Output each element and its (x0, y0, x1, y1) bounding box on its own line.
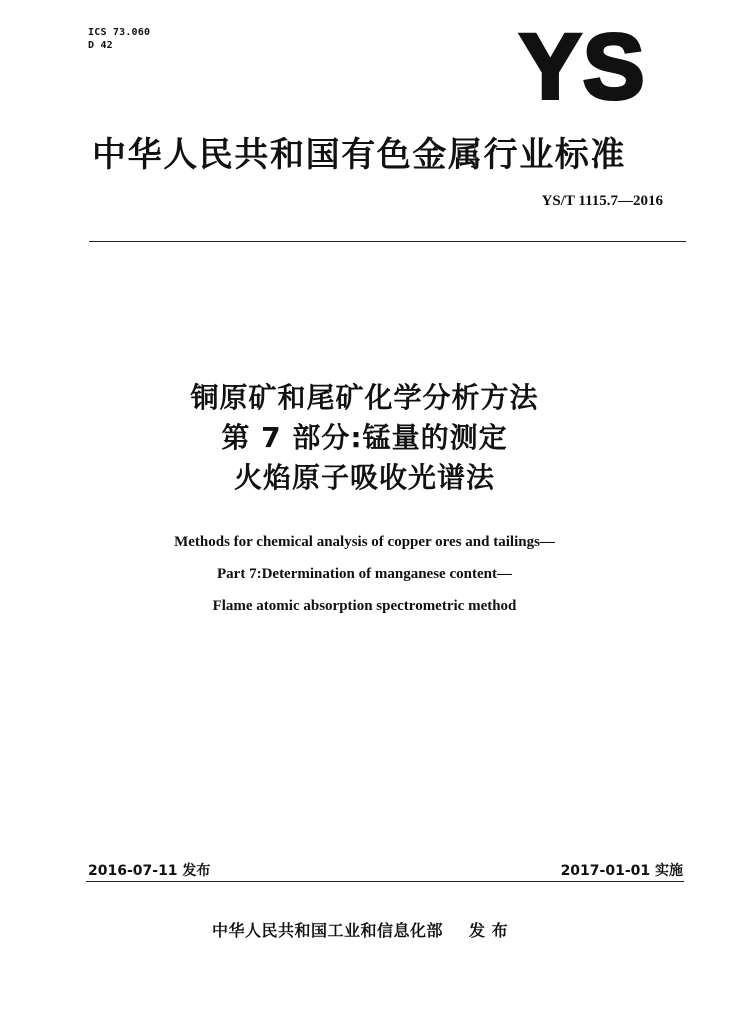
ccs-code: D 42 (88, 40, 113, 51)
english-title-line-1: Methods for chemical analysis of copper ores and tailings— (174, 534, 555, 550)
publisher-line (212, 918, 508, 941)
ics-code: ICS 73.060 (88, 27, 151, 38)
header-divider (89, 241, 686, 242)
english-title-line-2: Part 7:Determination of manganese content— (217, 566, 512, 582)
implementation-date: 2017-01-01 实施 (560, 863, 683, 879)
chinese-title-line-3: 火焰原子吸收光谱法 (233, 461, 495, 494)
issue-date: 2016-07-11 发布 (88, 863, 211, 879)
chinese-title-line-1: 铜原矿和尾矿化学分析方法 (190, 381, 539, 414)
standard-number: YS/T 1115.7—2016 (541, 193, 663, 209)
english-title (0, 526, 729, 622)
org-title: 中华人民共和国有色金属行业标准 (92, 135, 626, 175)
ys-logo (503, 18, 663, 108)
chinese-title-line-2: 第 7 部分:锰量的测定 (221, 421, 508, 454)
english-title-line-3: Flame atomic absorption spectrometric method (212, 598, 517, 614)
footer-divider (86, 881, 684, 882)
ys-logo-text: YS (519, 18, 647, 108)
chinese-title (0, 378, 729, 498)
publisher-name: 中华人民共和国工业和信息化部 (212, 921, 444, 940)
publish-label: 发 布 (469, 921, 509, 940)
classification-codes (88, 26, 150, 52)
